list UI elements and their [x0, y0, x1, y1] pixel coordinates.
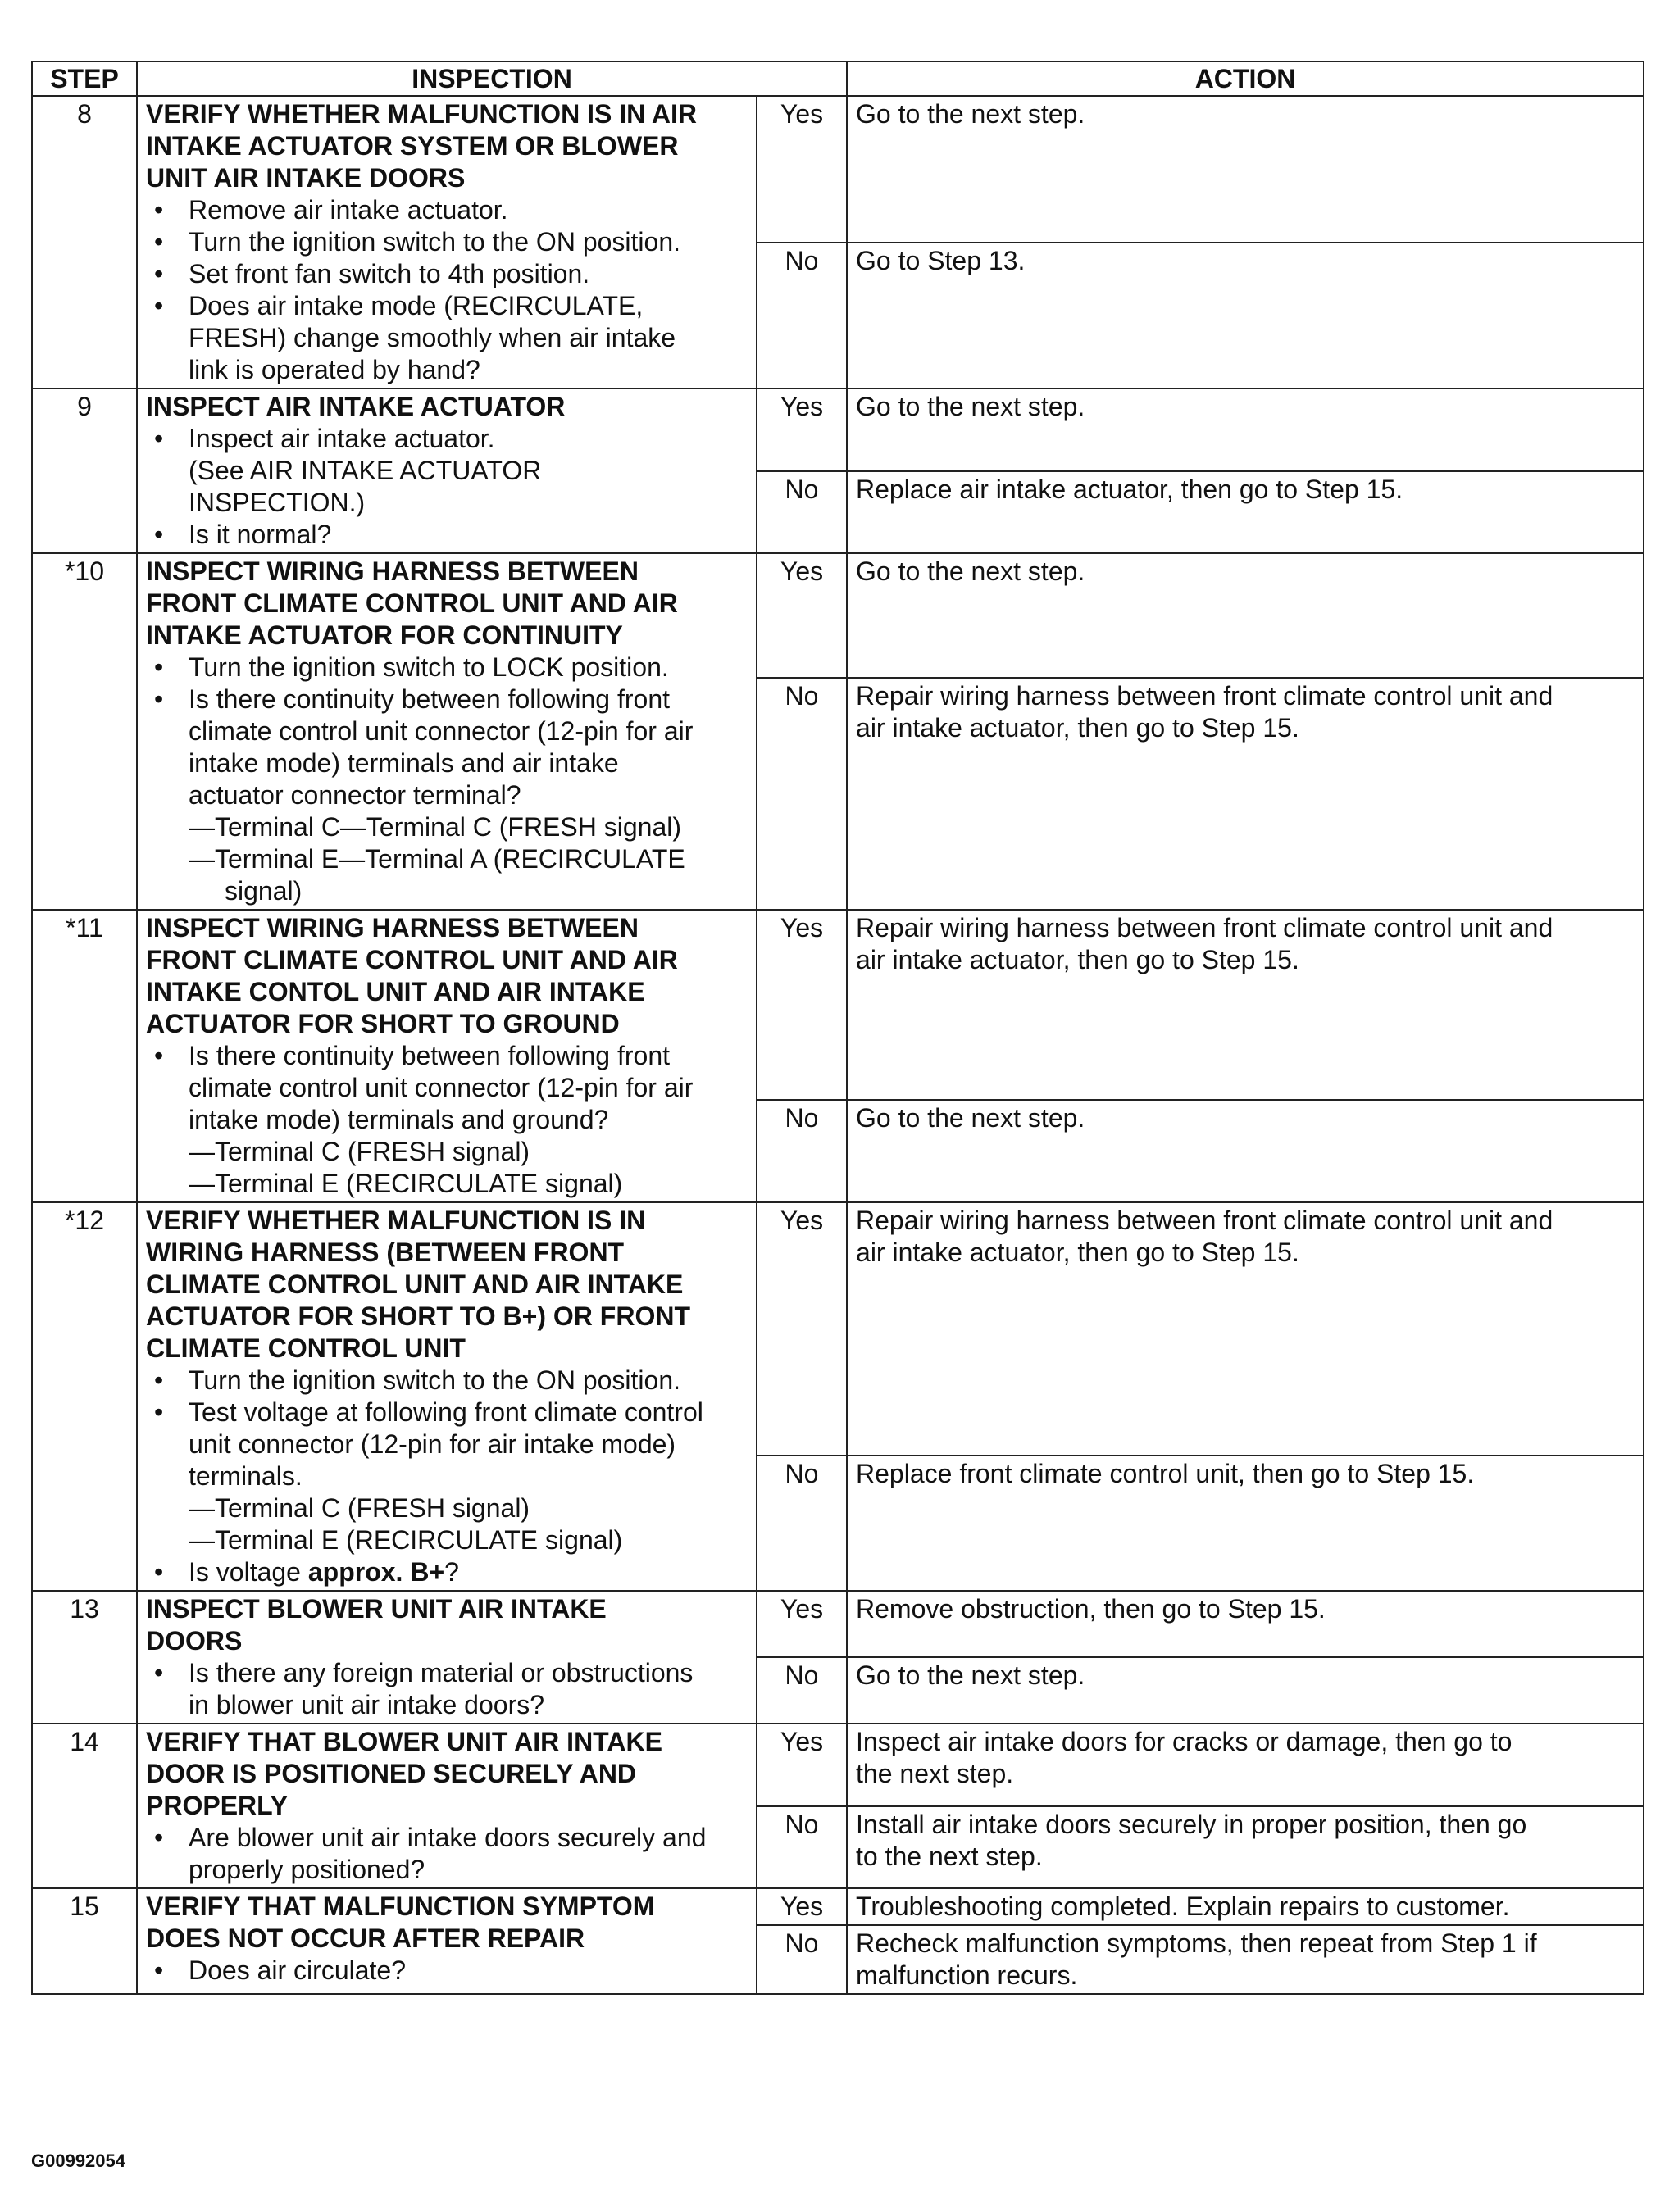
inspection-cell	[137, 388, 757, 553]
inspection-cell	[137, 910, 757, 1202]
yes-action	[847, 388, 1644, 471]
step-number: 9	[32, 388, 137, 553]
sub-item: —Terminal C (FRESH signal)	[189, 1493, 530, 1523]
yes-label: Yes	[757, 388, 847, 471]
text-line: Recheck malfunction symptoms, then repeat from Step 1 if	[856, 1928, 1537, 1958]
text-line: INSPECT BLOWER UNIT AIR INTAKE	[146, 1594, 607, 1624]
text-line: VERIFY THAT MALFUNCTION SYMPTOM	[146, 1892, 655, 1921]
text-line: • Test voltage at following front climate control	[189, 1397, 703, 1427]
text-fragment: ?	[444, 1557, 459, 1587]
inspection-title	[146, 1726, 748, 1822]
figure-code: G00992054	[31, 2151, 125, 2171]
text-line: Inspect air intake doors for cracks or damage, then go to	[856, 1727, 1513, 1756]
inspection-cell	[137, 1591, 757, 1724]
text-line: INTAKE ACTUATOR FOR CONTINUITY	[146, 620, 623, 650]
text-line: Remove obstruction, then go to Step 15.	[856, 1594, 1326, 1624]
text-line: • Is it normal?	[189, 520, 332, 549]
text-line: Repair wiring harness between front climate control unit and	[856, 1206, 1553, 1235]
text-emphasis: approx. B+	[307, 1557, 445, 1587]
text-line: VERIFY WHETHER MALFUNCTION IS IN AIR	[146, 99, 697, 129]
text-line: in blower unit air intake doors?	[189, 1690, 545, 1719]
yes-label: Yes	[757, 1591, 847, 1657]
text-line: INTAKE CONTOL UNIT AND AIR INTAKE	[146, 977, 645, 1006]
inspection-title	[146, 391, 748, 423]
yes-label: Yes	[757, 910, 847, 1100]
table-row	[32, 96, 1644, 243]
no-action	[847, 678, 1644, 910]
text-line: PROPERLY	[146, 1791, 289, 1820]
inspection-title	[146, 1593, 748, 1657]
no-action	[847, 1925, 1644, 1994]
text-line: FRONT CLIMATE CONTROL UNIT AND AIR	[146, 588, 678, 618]
text-line: ACTUATOR FOR SHORT TO GROUND	[146, 1009, 620, 1038]
inspection-title	[146, 1205, 748, 1365]
text-line: • Turn the ignition switch to the ON position.	[189, 1365, 680, 1395]
yes-action	[847, 1888, 1644, 1925]
no-action	[847, 1456, 1644, 1591]
text-line: unit connector (12-pin for air intake mode)	[189, 1429, 676, 1459]
text-line: UNIT AIR INTAKE DOORS	[146, 163, 466, 193]
procedure-sheet	[31, 61, 1643, 1995]
text-line: Go to the next step.	[856, 1103, 1085, 1133]
text-line: properly positioned?	[189, 1855, 425, 1884]
text-line: • Is there continuity between following front	[189, 684, 670, 714]
no-label: No	[757, 243, 847, 389]
text-line: the next step.	[856, 1759, 1014, 1788]
text-line: climate control unit connector (12-pin for air	[189, 716, 694, 746]
step-number: 14	[32, 1724, 137, 1888]
text-line: DOES NOT OCCUR AFTER REPAIR	[146, 1924, 585, 1953]
bullet-item	[146, 226, 748, 258]
step-number: 8	[32, 96, 137, 388]
inspection-table	[31, 61, 1644, 1995]
table-row	[32, 388, 1644, 471]
sub-item: —Terminal E (RECIRCULATE signal)	[189, 1525, 623, 1555]
inspection-bullets	[146, 1365, 748, 1588]
sub-item: —Terminal E—Terminal A (RECIRCULATE	[189, 844, 685, 874]
inspection-title	[146, 1891, 748, 1955]
yes-action	[847, 1202, 1644, 1456]
no-action	[847, 1657, 1644, 1724]
table-header-row	[32, 61, 1644, 96]
yes-label: Yes	[757, 553, 847, 678]
text-line: FRONT CLIMATE CONTROL UNIT AND AIR	[146, 945, 678, 974]
bullet-item	[146, 1955, 748, 1987]
inspection-cell	[137, 1888, 757, 1994]
yes-action	[847, 1591, 1644, 1657]
no-label: No	[757, 1100, 847, 1202]
no-action	[847, 243, 1644, 389]
sub-item-continuation: signal)	[225, 876, 303, 906]
text-line: • Turn the ignition switch to LOCK position.	[189, 652, 669, 682]
sub-item: —Terminal E (RECIRCULATE signal)	[189, 1169, 623, 1198]
text-line: • Turn the ignition switch to the ON position.	[189, 227, 680, 257]
yes-label: Yes	[757, 1202, 847, 1456]
bullet-item	[146, 1822, 748, 1886]
no-label: No	[757, 678, 847, 910]
text-line: air intake actuator, then go to Step 15.	[856, 945, 1299, 974]
no-label: No	[757, 1657, 847, 1724]
sub-item: —Terminal C—Terminal C (FRESH signal)	[189, 812, 681, 842]
text-line: air intake actuator, then go to Step 15.	[856, 1238, 1299, 1267]
no-action	[847, 1100, 1644, 1202]
text-line: terminals.	[189, 1461, 303, 1491]
text-line: • Remove air intake actuator.	[189, 195, 508, 225]
inspection-bullets	[146, 1657, 748, 1721]
text-line: (See AIR INTAKE ACTUATOR	[189, 456, 542, 485]
text-line: malfunction recurs.	[856, 1960, 1078, 1990]
step-number: 13	[32, 1591, 137, 1724]
text-line: INTAKE ACTUATOR SYSTEM OR BLOWER	[146, 131, 679, 161]
text-line: • Inspect air intake actuator.	[189, 424, 495, 453]
inspection-cell	[137, 1724, 757, 1888]
text-line: • Are blower unit air intake doors securely and	[189, 1823, 707, 1852]
bullet-item	[146, 1657, 748, 1721]
inspection-bullets	[146, 652, 748, 907]
header-action: ACTION	[847, 61, 1644, 96]
no-label: No	[757, 1925, 847, 1994]
inspection-cell	[137, 553, 757, 910]
text-line: CLIMATE CONTROL UNIT	[146, 1333, 466, 1363]
text-line: DOORS	[146, 1626, 243, 1656]
text-line: INSPECTION.)	[189, 488, 366, 517]
text-line: actuator connector terminal?	[189, 780, 521, 810]
text-line: Go to the next step.	[856, 99, 1085, 129]
text-line: • Set front fan switch to 4th position.	[189, 259, 590, 288]
step-number: 15	[32, 1888, 137, 1994]
text-line: Install air intake doors securely in proper position, then go	[856, 1809, 1527, 1839]
text-line: ACTUATOR FOR SHORT TO B+) OR FRONT	[146, 1301, 690, 1331]
text-line: INSPECT WIRING HARNESS BETWEEN	[146, 913, 639, 942]
text-line: intake mode) terminals and ground?	[189, 1105, 609, 1134]
bullet-item	[146, 290, 748, 386]
yes-action	[847, 1724, 1644, 1806]
bullet-item	[146, 194, 748, 226]
table-row	[32, 1888, 1644, 1925]
text-line: FRESH) change smoothly when air intake	[189, 323, 676, 352]
bullet-item	[146, 652, 748, 684]
inspection-bullets	[146, 1040, 748, 1200]
text-line: VERIFY WHETHER MALFUNCTION IS IN	[146, 1206, 646, 1235]
text-line: Replace front climate control unit, then go to Step 15.	[856, 1458, 1475, 1488]
table-body	[32, 96, 1644, 1994]
text-line: Replace air intake actuator, then go to Step 15.	[856, 474, 1403, 504]
bullet-item	[146, 519, 748, 551]
text-line: link is operated by hand?	[189, 355, 480, 384]
text-line: INSPECT WIRING HARNESS BETWEEN	[146, 556, 639, 586]
inspection-cell	[137, 96, 757, 388]
bullet-item	[146, 423, 748, 519]
no-action	[847, 1806, 1644, 1889]
header-step: STEP	[32, 61, 137, 96]
text-line: CLIMATE CONTROL UNIT AND AIR INTAKE	[146, 1270, 684, 1299]
text-line: • Is there any foreign material or obstructions	[189, 1658, 694, 1687]
table-row	[32, 910, 1644, 1100]
text-line: Repair wiring harness between front climate control unit and	[856, 913, 1553, 942]
text-line: VERIFY THAT BLOWER UNIT AIR INTAKE	[146, 1727, 662, 1756]
yes-label: Yes	[757, 96, 847, 243]
text-line: • Does air circulate?	[189, 1955, 406, 1985]
header-inspection: INSPECTION	[137, 61, 847, 96]
text-line: Go to Step 13.	[856, 245, 1026, 275]
text-line: air intake actuator, then go to Step 15.	[856, 712, 1299, 743]
text-line: INSPECT AIR INTAKE ACTUATOR	[146, 392, 566, 421]
no-label: No	[757, 1806, 847, 1889]
text-line: climate control unit connector (12-pin for air	[189, 1073, 694, 1102]
yes-action	[847, 553, 1644, 678]
bullet-item	[146, 1365, 748, 1397]
bullet-item	[146, 258, 748, 290]
no-action	[847, 471, 1644, 554]
text-line: Go to the next step.	[856, 392, 1085, 421]
yes-label: Yes	[757, 1888, 847, 1925]
text-line: Repair wiring harness between front climate control unit and	[856, 680, 1553, 711]
bullet-item	[146, 684, 748, 811]
table-row	[32, 1724, 1644, 1806]
text-line: WIRING HARNESS (BETWEEN FRONT	[146, 1238, 625, 1267]
no-label: No	[757, 1456, 847, 1591]
text-line: DOOR IS POSITIONED SECURELY AND	[146, 1759, 637, 1788]
bullet-item	[146, 1040, 748, 1136]
inspection-bullets	[146, 194, 748, 386]
inspection-title	[146, 912, 748, 1040]
sub-item: —Terminal C (FRESH signal)	[189, 1137, 530, 1166]
inspection-bullets	[146, 1822, 748, 1886]
text-line: Go to the next step.	[856, 556, 1085, 586]
text-line	[189, 1556, 748, 1588]
bullet-item	[146, 1397, 748, 1492]
text-line: to the next step.	[856, 1841, 1043, 1871]
text-line: Troubleshooting completed. Explain repairs to customer.	[856, 1892, 1510, 1921]
bullet-item	[146, 1556, 748, 1588]
text-fragment: Is voltage	[189, 1557, 308, 1587]
yes-action	[847, 910, 1644, 1100]
inspection-cell	[137, 1202, 757, 1591]
no-label: No	[757, 471, 847, 554]
yes-label: Yes	[757, 1724, 847, 1806]
text-line: Go to the next step.	[856, 1660, 1085, 1690]
inspection-title	[146, 556, 748, 652]
inspection-bullets	[146, 423, 748, 551]
text-line: • Is there continuity between following front	[189, 1041, 670, 1070]
text-line: • Does air intake mode (RECIRCULATE,	[189, 291, 644, 320]
yes-action	[847, 96, 1644, 243]
table-row	[32, 1202, 1644, 1456]
step-number: *10	[32, 553, 137, 910]
inspection-bullets	[146, 1955, 748, 1987]
inspection-title	[146, 98, 748, 194]
step-number: *12	[32, 1202, 137, 1591]
step-number: *11	[32, 910, 137, 1202]
table-row	[32, 553, 1644, 678]
text-line: intake mode) terminals and air intake	[189, 748, 619, 778]
table-row	[32, 1591, 1644, 1657]
